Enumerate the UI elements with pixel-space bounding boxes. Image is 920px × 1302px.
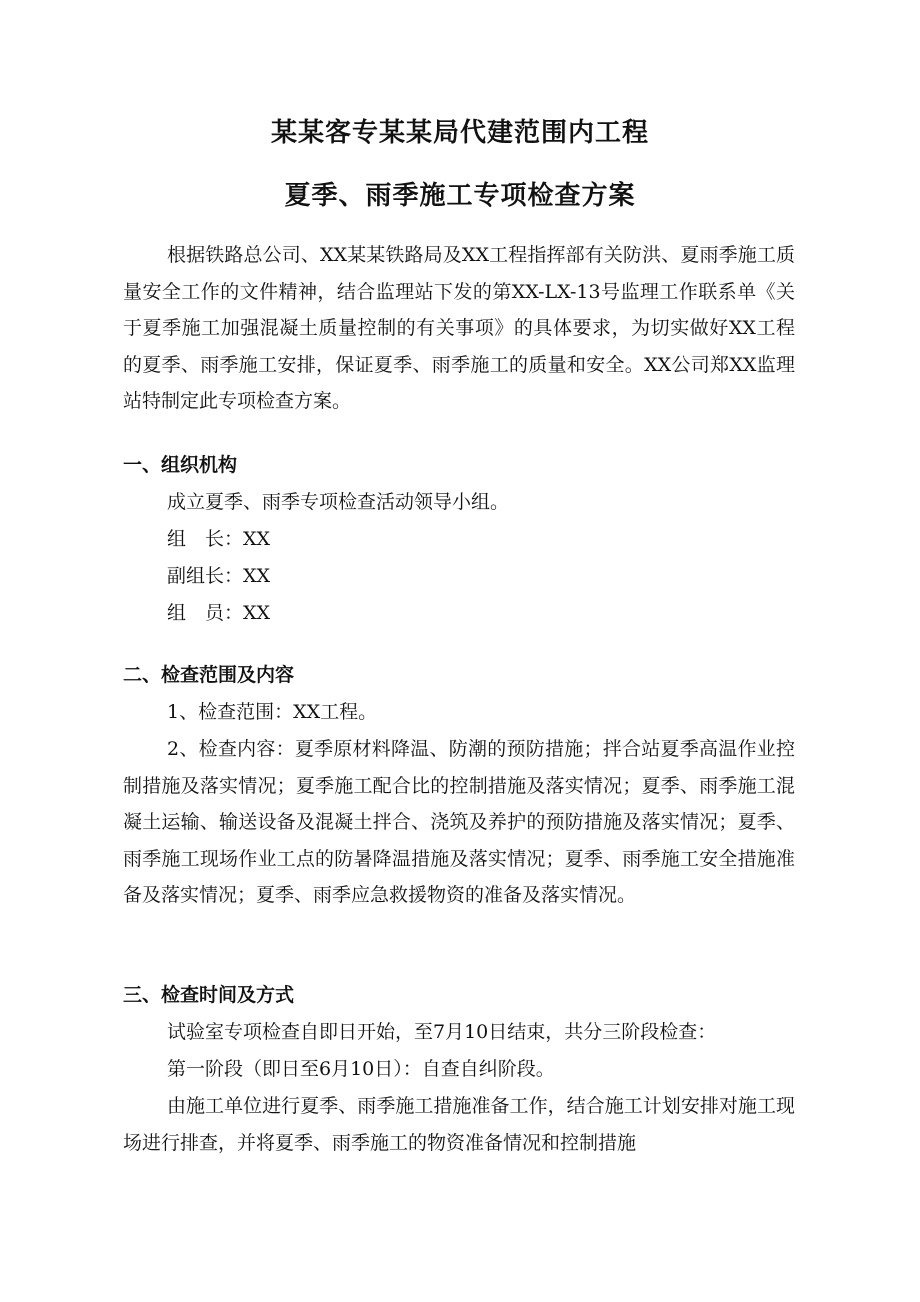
group-leader: 组 长：XX [167, 528, 271, 550]
intro-paragraph: 根据铁路总公司、XX某某铁路局及XX工程指挥部有关防洪、夏雨季施工质量安全工作的文件精神，结合监理站下发的第XX-LX-13号监理工作联系单《关于夏季施工加强混凝土质量控制的有关事项》的具体要求，为切实做好XX工程的夏季、雨季施工安排，保证夏季、雨季施工的质量和安全。XX公司郑XX监理站特制定此专项检查方案。 [123, 244, 795, 412]
group-deputy: 副组长：XX [167, 565, 271, 587]
section2-heading: 二、检查范围及内容 [123, 664, 295, 686]
group-member: 组 员：XX [167, 602, 271, 624]
section3-line2: 第一阶段（即日至6月10日）：自查自纠阶段。 [167, 1058, 555, 1080]
section2-item1: 1、检查范围：XX工程。 [167, 701, 378, 723]
document-title-line1: 某某客专某某局代建范围内工程 [270, 118, 649, 148]
section3-paragraph: 由施工单位进行夏季、雨季施工措施准备工作，结合施工计划安排对施工现场进行排查，并将夏季、雨季施工的物资准备情况和控制措施 [123, 1095, 795, 1154]
section1-line1: 成立夏季、雨季专项检查活动领导小组。 [167, 491, 510, 513]
document-title-line2: 夏季、雨季施工专项检查方案 [284, 181, 636, 211]
section3-line1: 试验室专项检查自即日开始，至7月10日结束，共分三阶段检查： [167, 1021, 717, 1043]
section1-heading: 一、组织机构 [123, 454, 238, 476]
section3-heading: 三、检查时间及方式 [123, 984, 295, 1006]
section2-item2: 2、检查内容：夏季原材料降温、防潮的预防措施；拌合站夏季高温作业控制措施及落实情况；夏季施工配合比的控制措施及落实情况；夏季、雨季施工混凝土运输、输送设备及混凝土拌合、浇筑及养护的预防措施及落实情况；夏季、雨季施工现场作业工点的防暑降温措施及落实情况；夏季、雨季施工安全措施准备及落实情况；夏季、雨季应急救援物资的准备及落实情况。 [123, 738, 795, 906]
